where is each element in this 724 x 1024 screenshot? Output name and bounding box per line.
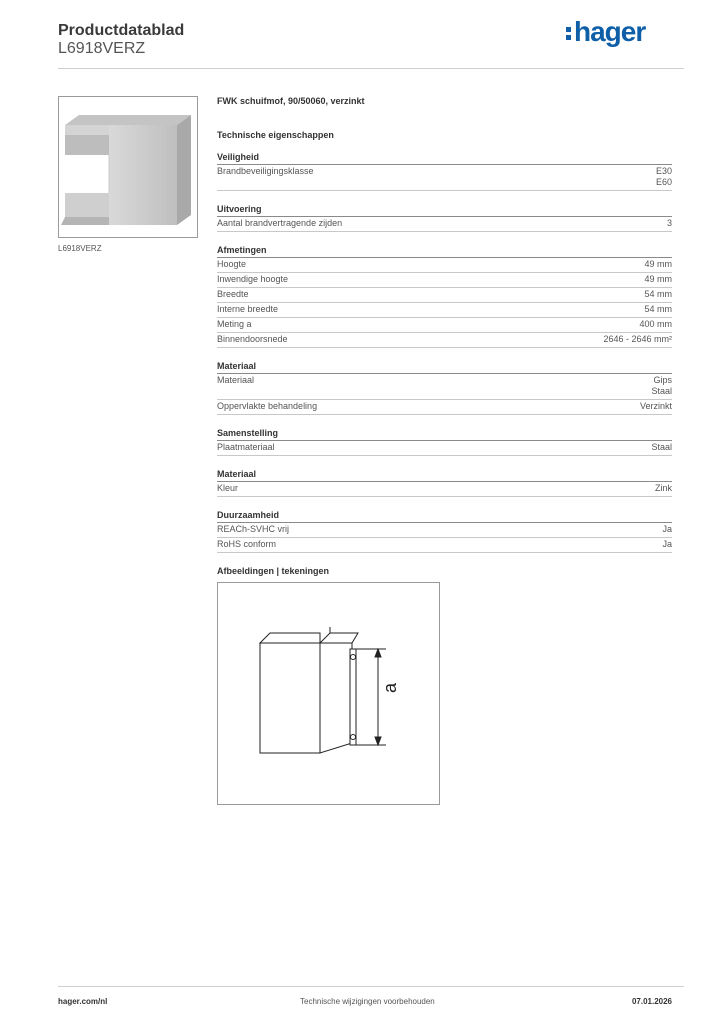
property-group bbox=[217, 428, 672, 456]
hager-logo[interactable] bbox=[566, 16, 645, 48]
property-value bbox=[655, 483, 672, 494]
header-divider bbox=[58, 68, 684, 69]
property-row bbox=[217, 400, 672, 415]
page-title: Productdatablad bbox=[58, 22, 185, 39]
footer-date: 07.01.2026 bbox=[631, 997, 672, 1006]
property-group-title: Veiligheid bbox=[217, 152, 672, 165]
property-row bbox=[217, 273, 672, 288]
property-group bbox=[217, 361, 672, 415]
property-row bbox=[217, 374, 672, 400]
property-group-title: Materiaal bbox=[217, 469, 672, 482]
property-value-line: 54 mm bbox=[644, 304, 672, 314]
footer-divider bbox=[58, 986, 684, 987]
duct-drawing-icon bbox=[218, 583, 439, 804]
drawings-title: Afbeeldingen | tekeningen bbox=[217, 566, 330, 576]
property-value bbox=[640, 401, 672, 412]
property-value bbox=[656, 166, 672, 188]
property-group-title: Materiaal bbox=[217, 361, 672, 374]
property-value-line: 49 mm bbox=[644, 274, 672, 284]
property-group bbox=[217, 245, 672, 348]
property-value-line: 400 mm bbox=[639, 319, 672, 329]
logo-dots-icon bbox=[566, 24, 572, 43]
property-label: Kleur bbox=[217, 483, 239, 493]
dimension-a-label: a bbox=[380, 682, 400, 693]
property-group-title: Samenstelling bbox=[217, 428, 672, 441]
property-group-title: Duurzaamheid bbox=[217, 510, 672, 523]
property-value bbox=[644, 289, 672, 300]
property-label: Binnendoorsnede bbox=[217, 334, 288, 344]
property-group bbox=[217, 204, 672, 232]
property-value bbox=[644, 304, 672, 315]
property-label: Meting a bbox=[217, 319, 252, 329]
property-value-line: E60 bbox=[655, 177, 672, 187]
property-value-line: E30 bbox=[655, 166, 672, 176]
property-value bbox=[662, 539, 672, 550]
property-row bbox=[217, 538, 672, 553]
property-value-line: Ja bbox=[662, 524, 672, 534]
property-label: Materiaal bbox=[217, 375, 255, 385]
property-row bbox=[217, 441, 672, 456]
property-group bbox=[217, 469, 672, 497]
property-group-title: Uitvoering bbox=[217, 204, 672, 217]
property-value bbox=[651, 375, 672, 397]
property-label: Brandbeveiligingsklasse bbox=[217, 166, 314, 176]
property-value-line: 2646 - 2646 mm² bbox=[603, 334, 672, 344]
property-value-line: Staal bbox=[651, 442, 672, 452]
product-code: L6918VERZ bbox=[58, 40, 146, 57]
property-row bbox=[217, 258, 672, 273]
property-value-line: Zink bbox=[654, 483, 672, 493]
footer-website-link[interactable]: hager.com/nl bbox=[58, 997, 108, 1006]
property-row bbox=[217, 333, 672, 348]
property-row bbox=[217, 165, 672, 191]
property-row bbox=[217, 318, 672, 333]
property-label: Oppervlakte behandeling bbox=[217, 401, 318, 411]
property-value-line: 54 mm bbox=[644, 289, 672, 299]
property-value bbox=[639, 319, 672, 330]
property-value bbox=[651, 442, 672, 453]
property-group bbox=[217, 510, 672, 553]
property-label: Breedte bbox=[217, 289, 249, 299]
property-label: RoHS conform bbox=[217, 539, 277, 549]
property-label: Inwendige hoogte bbox=[217, 274, 289, 284]
property-groups bbox=[217, 152, 672, 553]
property-value-line: 3 bbox=[666, 218, 672, 228]
property-label: Plaatmateriaal bbox=[217, 442, 275, 452]
property-label: Hoogte bbox=[217, 259, 247, 269]
property-label: Interne breedte bbox=[217, 304, 279, 314]
property-value-line: Staal bbox=[651, 386, 672, 396]
property-value-line: 49 mm bbox=[644, 259, 672, 269]
property-row bbox=[217, 217, 672, 232]
property-row bbox=[217, 288, 672, 303]
property-value-line: Gips bbox=[653, 375, 672, 385]
property-row bbox=[217, 482, 672, 497]
property-row bbox=[217, 523, 672, 538]
footer-notice: Technische wijzigingen voorbehouden bbox=[300, 997, 435, 1006]
property-group bbox=[217, 152, 672, 191]
property-value-line: Ja bbox=[662, 539, 672, 549]
property-value bbox=[662, 524, 672, 535]
product-image bbox=[58, 96, 198, 238]
property-label: REACh-SVHC vrij bbox=[217, 524, 290, 534]
property-value bbox=[603, 334, 672, 345]
property-value bbox=[667, 218, 672, 229]
technical-drawing bbox=[217, 582, 440, 805]
product-name: FWK schuifmof, 90/50060, verzinkt bbox=[217, 96, 365, 106]
property-value-line: Verzinkt bbox=[639, 401, 672, 411]
property-group-title: Afmetingen bbox=[217, 245, 672, 258]
cable-duct-sleeve-icon bbox=[59, 97, 197, 237]
technical-properties-title: Technische eigenschappen bbox=[217, 130, 334, 140]
property-value bbox=[644, 259, 672, 270]
product-details bbox=[217, 96, 672, 576]
property-label: Aantal brandvertragende zijden bbox=[217, 218, 343, 228]
logo-text: hager bbox=[574, 16, 646, 47]
product-image-caption: L6918VERZ bbox=[58, 244, 102, 253]
property-row bbox=[217, 303, 672, 318]
property-value bbox=[644, 274, 672, 285]
